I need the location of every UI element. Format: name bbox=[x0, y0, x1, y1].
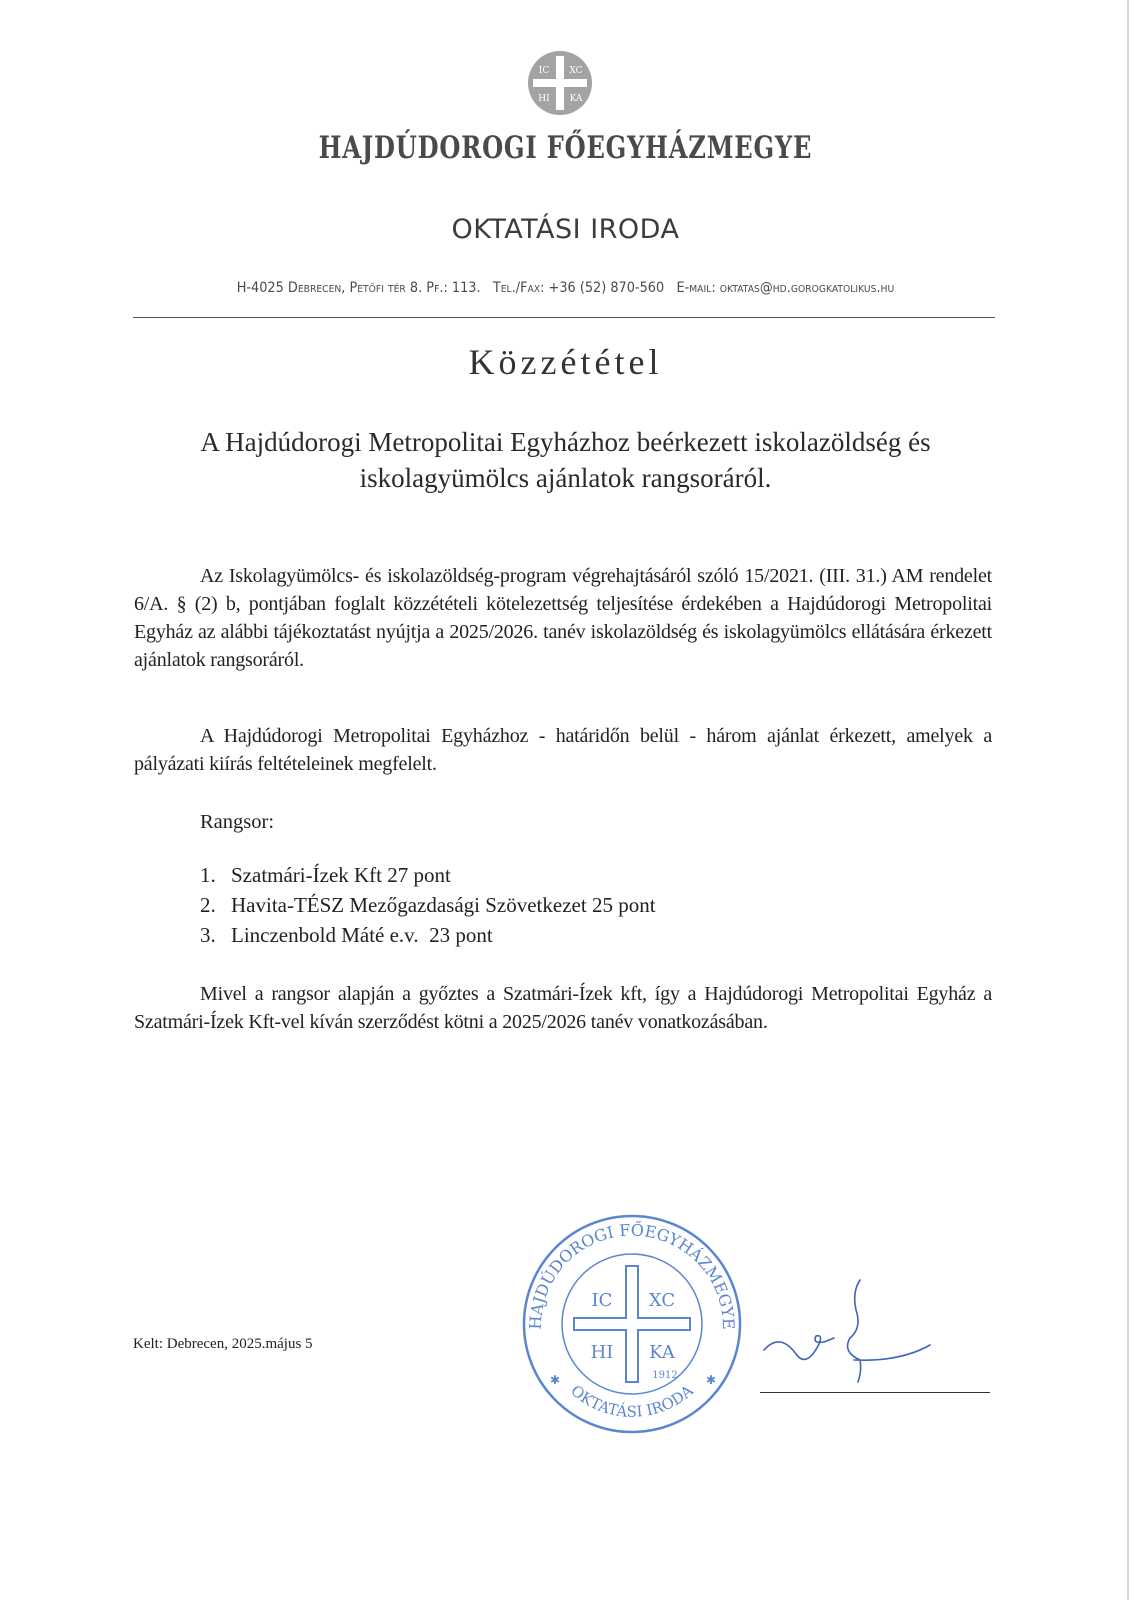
official-stamp-icon bbox=[520, 1212, 744, 1436]
rank-number: 1. bbox=[200, 863, 216, 887]
logo-letters-tr: XC bbox=[569, 66, 583, 76]
email-address[interactable]: E-mail: oktatas@hd.gorogkatolikus.hu bbox=[676, 280, 895, 296]
subtitle-line-1: A Hajdúdorogi Metropolitai Egyházhoz beérkezett iskolazöldség és bbox=[200, 427, 931, 457]
paragraph-offers bbox=[134, 722, 992, 778]
logo-letters-tl: IC bbox=[538, 66, 550, 76]
paragraph-2-text: A Hajdúdorogi Metropolitai Egyházhoz - határidőn belül - három ajánlat érkezett, amelyek a pályázati kiírás feltételeinek megfelelt. bbox=[134, 725, 992, 775]
ranking-item bbox=[200, 890, 656, 920]
stamp-letters-tr: XC bbox=[648, 1290, 676, 1311]
ranking-item bbox=[200, 860, 656, 890]
stamp-year: 1912 bbox=[652, 1370, 678, 1381]
rank-number: 3. bbox=[200, 923, 216, 947]
stamp-outer-ring bbox=[524, 1216, 740, 1432]
logo-letters-br: KA bbox=[569, 94, 583, 104]
ranking-label: Rangsor: bbox=[200, 811, 275, 833]
stamp-star-right-icon: ✱ bbox=[706, 1373, 717, 1387]
stamp-cross-icon bbox=[574, 1266, 690, 1382]
ranking-list bbox=[200, 860, 656, 950]
stamp-top-text: HAJDÚDOROGI FŐEGYHÁZMEGYE bbox=[525, 1220, 739, 1330]
paragraph-conclusion bbox=[134, 980, 992, 1036]
rank-number: 2. bbox=[200, 893, 216, 917]
ranking-item bbox=[200, 920, 656, 950]
signature-stroke-2 bbox=[848, 1280, 930, 1382]
phone-fax: Tel./Fax: +36 (52) 870-560 bbox=[492, 280, 665, 296]
signature-line bbox=[760, 1392, 990, 1393]
rank-text: Szatmári-Ízek Kft 27 pont bbox=[231, 863, 451, 887]
contact-line bbox=[45, 280, 1086, 296]
signature-stroke-1 bbox=[764, 1336, 834, 1360]
stamp-star-left-icon: ✱ bbox=[550, 1373, 561, 1387]
stamp-letters-br: KA bbox=[649, 1342, 675, 1363]
header-divider bbox=[133, 317, 995, 318]
rank-text: Linczenbold Máté e.v. 23 pont bbox=[231, 923, 493, 947]
rank-text: Havita-TÉSZ Mezőgazdasági Szövetkezet 25 pont bbox=[231, 893, 656, 917]
stamp-inner-ring bbox=[562, 1254, 702, 1394]
postal-address: H-4025 Debrecen, Petőfi tér 8. Pf.: 113. bbox=[236, 280, 481, 296]
document-title: Közzététel bbox=[468, 342, 663, 382]
paragraph-1-text: Az Iskolagyümölcs- és iskolazöldség-program végrehajtásáról szóló 15/2021. (III. 31.) AM rendelet 6/A. § (2) b, pontjában foglalt közzétételi kötelezettség teljesítése érdekében a Hajdúdorogi Metropolitai Egyház az alábbi tájékoztatást nyújtja a 2025/2026. tanév iskolazöldség és iskolagyümölcs ellátására érkezett ajánlatok rangsoráról. bbox=[134, 565, 992, 671]
logo-cross-horizontal bbox=[533, 79, 587, 87]
logo-letters-bl: HI bbox=[538, 94, 550, 104]
office-name: OKTATÁSI IRODA bbox=[451, 214, 680, 245]
subtitle-line-2: iskolagyümölcs ajánlatok rangsoráról. bbox=[359, 463, 772, 493]
paragraph-3-text: Mivel a rangsor alapján a győztes a Szatmári-Ízek kft, így a Hajdúdorogi Metropolitai Egyház a Szatmári-Ízek Kft-vel kíván szerződést kötni a 2025/2026 tanév vonatkozásában. bbox=[134, 983, 992, 1033]
document-subtitle bbox=[130, 424, 1001, 496]
stamp-bottom-text: OKTATÁSI IRODA bbox=[567, 1381, 697, 1421]
date-place: Kelt: Debrecen, 2025.május 5 bbox=[133, 1336, 313, 1352]
cross-logo-icon bbox=[527, 50, 593, 116]
paragraph-regulation bbox=[134, 562, 992, 674]
stamp-letters-bl: HI bbox=[590, 1342, 614, 1363]
organization-name: HAJDÚDOROGI FŐEGYHÁZMEGYE bbox=[318, 130, 813, 166]
signature-icon bbox=[760, 1270, 960, 1390]
stamp-letters-tl: IC bbox=[591, 1290, 613, 1311]
